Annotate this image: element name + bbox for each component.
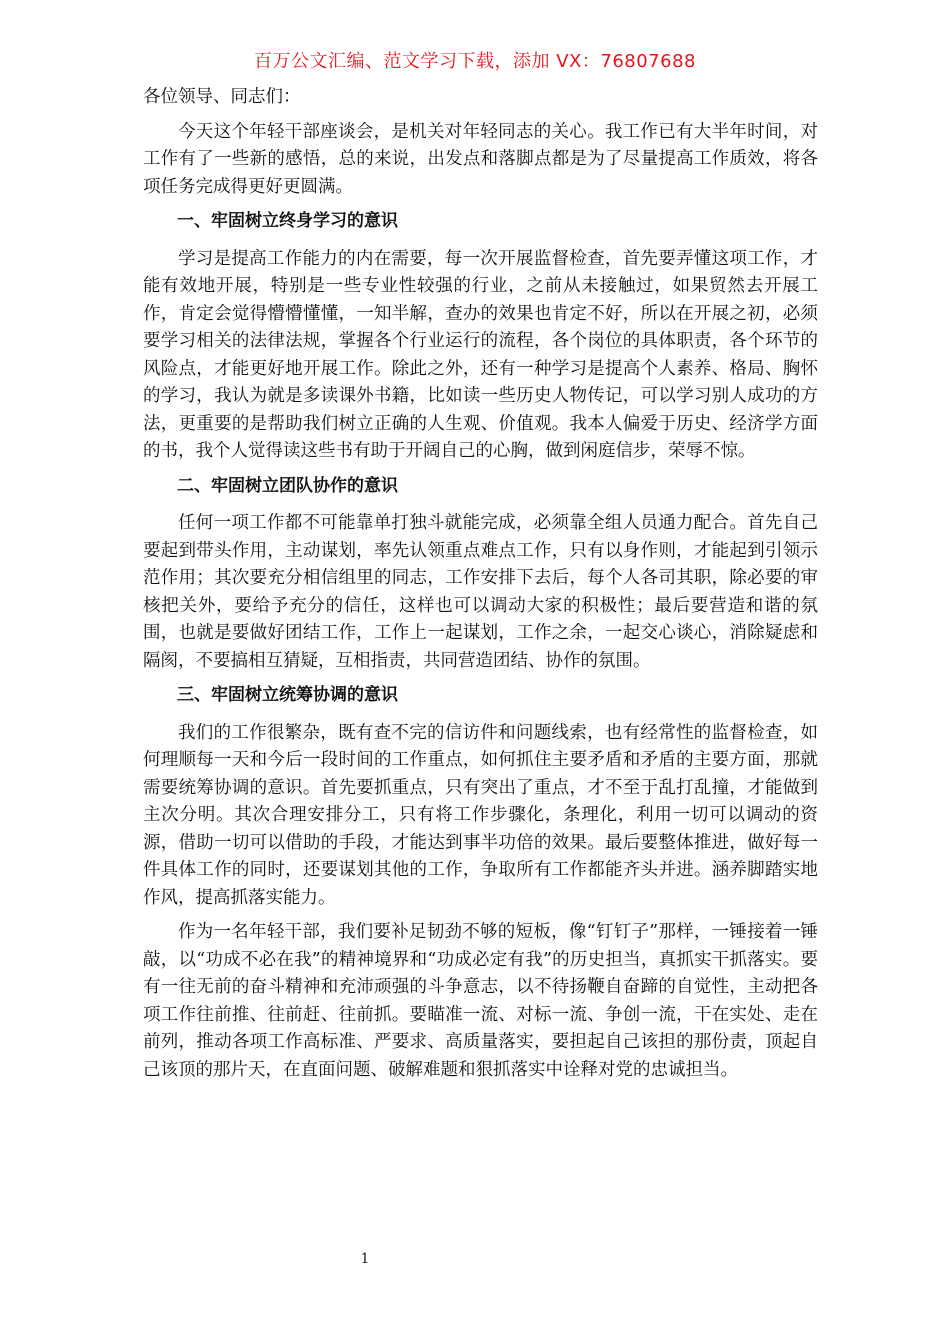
section-body-2: 任何一项工作都不可能靠单打独斗就能完成，必须靠全组人员通力配合。首先自己要起到带头作用，主动谋划，率先认领重点难点工作，只有以身作则，才能起到引领示范作用；其次要充分相信组里的同志，工作安排下去后，每个人各司其职，除必要的审核把关外，要给予充分的信任，这样也可以调动大家的积极性；最后要营造和谐的氛围，也就是要做好团结工作，工作上一起谋划，工作之余，一起交心谈心，消除疑虑和隔阂，不要搞相互猜疑，互相指责，共同营造团结、协作的氛围。 bbox=[143, 513, 818, 671]
closing-paragraph: 作为一名年轻干部，我们要补足韧劲不够的短板，像“钉钉子”那样，一锤接着一锤敲，以“功成不必在我”的精神境界和“功成必定有我”的历史担当，真抓实干抓落实。要有一往无前的奋斗精神和充沛顽强的斗争意志，以不待扬鞭自奋蹄的自觉性，主动把各项工作往前推、往前赶、往前抓。要瞄准一流、对标一流、争创一流，干在实处、走在前列，推动各项工作高标准、严要求、高质量落实，要担起自己该担的那份责，顶起自己该顶的那片天，在直面问题、破解难题和狠抓落实中诠释对党的忠诚担当。 bbox=[143, 922, 818, 1080]
document-body bbox=[143, 84, 818, 1091]
section-heading-2: 二、牢固树立团队协作的意识 bbox=[177, 475, 398, 496]
page-number: 1 bbox=[360, 1251, 370, 1267]
section-heading-1: 一、牢固树立终身学习的意识 bbox=[177, 211, 398, 231]
section-heading-3: 三、牢固树立统筹协调的意识 bbox=[177, 685, 398, 705]
section-body-3: 我们的工作很繁杂，既有查不完的信访件和问题线索，也有经常性的监督检查，如何理顺每一天和今后一段时间的工作重点，如何抓住主要矛盾和矛盾的主要方面，那就需要统筹协调的意识。首先要抓重点，只有突出了重点，才不至于乱打乱撞，才能做到主次分明。其次合理安排分工，只有将工作步骤化，条理化，利用一切可以调动的资源，借助一切可以借助的手段，才能达到事半功倍的效果。最后要整体推进，做好每一件具体工作的同时，还要谋划其他的工作，争取所有工作都能齐头并进。涵养脚踏实地作风，提高抓落实能力。 bbox=[143, 722, 818, 908]
salutation: 各位领导、同志们： bbox=[143, 87, 301, 107]
intro-paragraph: 今天这个年轻干部座谈会，是机关对年轻同志的关心。我工作已有大半年时间，对工作有了一些新的感悟，总的来说，出发点和落脚点都是为了尽量提高工作质效，将各项任务完成得更好更圆满。 bbox=[143, 121, 818, 197]
header-watermark: 百万公文汇编、范文学习下载，添加 VX：76807688 bbox=[254, 51, 696, 72]
section-body-1: 学习是提高工作能力的内在需要，每一次开展监督检查，首先要弄懂这项工作，才能有效地开展，特别是一些专业性较强的行业，之前从未接触过，如果贸然去开展工作，肯定会觉得懵懵懂懂，一知半解，查办的效果也肯定不好，所以在开展之初，必须要学习相关的法律法规，掌握各个行业运行的流程，各个岗位的具体职责，各个环节的风险点，才能更好地开展工作。除此之外，还有一种学习是提高个人素养、格局、胸怀的学习，我认为就是多读课外书籍，比如读一些历史人物传记，可以学习别人成功的方法，更重要的是帮助我们树立正确的人生观、价值观。我本人偏爱于历史、经济学方面的书，我个人觉得读这些书有助于开阔自己的心胸，做到闲庭信步，荣辱不惊。 bbox=[143, 248, 818, 461]
